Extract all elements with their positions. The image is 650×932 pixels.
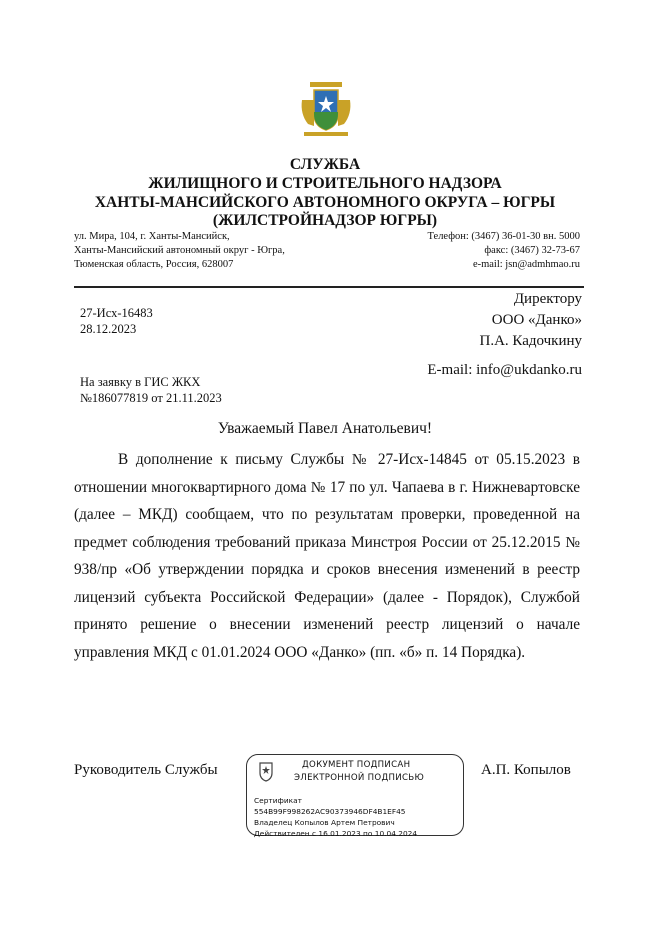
stamp-crest-icon [256,761,276,783]
salutation: Уважаемый Павел Анатольевич! [217,420,433,437]
org-title-line-1: СЛУЖБА [289,156,361,173]
header-divider [74,286,584,288]
cert-label: Сертификат [254,796,302,805]
org-title-line-2: ЖИЛИЩНОГО И СТРОИТЕЛЬНОГО НАДЗОРА [148,175,502,192]
letter-body [74,446,580,666]
cert-validity: Действителен с 16.01.2023 по 10.04.2024 [254,829,418,838]
request-number: №186077819 от 21.11.2023 [80,391,222,405]
signatory-position: Руководитель Службы [74,762,218,778]
e-signature-stamp [246,754,464,836]
document-date: 28.12.2023 [80,322,137,336]
addressee-block [479,289,582,352]
org-contacts [428,230,580,272]
contact-fax: факс: (3467) 32-73-67 [484,245,580,256]
document-number: 27-Исх-16483 [80,306,153,320]
stamp-certificate [254,795,417,839]
request-label: На заявку в ГИС ЖКХ [80,375,201,389]
stamp-line-1: ДОКУМЕНТ ПОДПИСАН [302,760,411,770]
addressee-line: Директору [513,291,582,307]
org-address [74,230,285,272]
address-line: ул. Мира, 104, г. Ханты-Мансийск, [74,231,230,242]
org-title-line-3: ХАНТЫ-МАНСИЙСКОГО АВТОНОМНОГО ОКРУГА – ЮГРЫ [94,194,556,211]
signatory-name: А.П. Копылов [481,762,571,778]
address-line: Тюменская область, Россия, 628007 [74,259,234,270]
addressee-email: E-mail: info@ukdanko.ru [427,362,582,378]
cert-owner: Владелец Копылов Артем Петрович [254,818,395,827]
contact-email: e-mail: jsn@admhmao.ru [472,259,580,270]
contact-phone: Телефон: (3467) 36-01-30 вн. 5000 [427,231,580,242]
cert-number: 554B99F998262AC90373946DF4B1EF45 [254,807,406,816]
address-line: Ханты-Мансийский автономный округ - Югра, [74,245,285,256]
addressee-line: ООО «Данко» [491,312,582,328]
org-title-line-4: (ЖИЛСТРОЙНАДЗОР ЮГРЫ) [212,212,438,229]
addressee-line: П.А. Кадочкину [479,333,582,349]
coat-of-arms-icon [300,82,352,138]
stamp-line-2: ЭЛЕКТРОННОЙ ПОДПИСЬЮ [294,773,425,783]
body-paragraph: В дополнение к письму Службы № 27-Исх-14845 от 05.15.2023 в отношении многоквартирного дома № 17 по ул. Чапаева в г. Нижневартовске (далее – МКД) сообщаем, что по результатам проверки, проведенной на предмет соблюдения требований приказа Минстроя России от 25.12.2015 № 938/пр «Об утверждении порядка и сроков внесения изменений в реестр лицензий субъекта Российской Федерации» (далее - Порядок), Службой принято решение о внесении изменений реестр лицензий о начале управления МКД с 01.01.2024 ООО «Данко» (пп. «б» п. 14 Порядка). [74,451,580,661]
